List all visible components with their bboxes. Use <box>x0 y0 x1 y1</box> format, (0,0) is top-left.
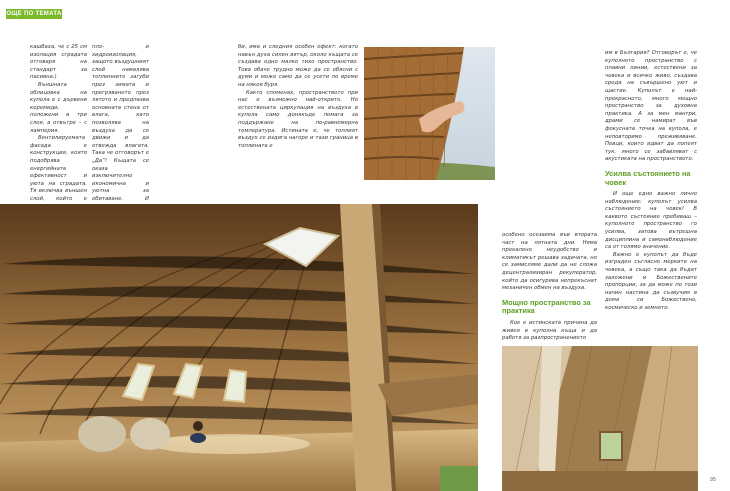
shingle-wall-image <box>364 47 495 180</box>
paragraph: Кое е истинската причина да живея в куполна къща и да работя за разпространението <box>502 319 597 342</box>
dome-window-image <box>502 346 698 491</box>
paragraph: пло- и хидроизолация, защото въздушният слой намалява топлинните загуби през зимата и прегряването през лятото и предпазва основната стена от влага, като позволява на въздуха да се движи и да отвежда влагата. Така че отговорът е „Да“! Къщата се оказа изключително икономична и уютна за обитаване. И <box>92 44 149 202</box>
dome-interior-image <box>0 204 478 491</box>
text-column-5 <box>605 50 697 313</box>
text-column-3 <box>238 44 358 150</box>
paragraph: особено осезаема във втората част на лятната дни. Няма прекалено неудобство и климатикът решава задачата, но се замисляме дали да не сложа децентрализиран рекуператор, който да осигурява непрекъснат механичен обмен на въздуха. <box>502 232 597 292</box>
page-number: 95 <box>709 477 716 483</box>
dome-window-photo <box>502 346 698 491</box>
paragraph: Както споменах, пространството при нас е възможно най-открито. Но естествената циркулация на въздуха в купола само донякъде помага за поддържане на по-равномерна температура. Истината е, че топлият въздух се издига нагоре и тази граница в топлината е <box>238 89 358 149</box>
paragraph: И още едно важно лично наблюдение: куполът усилва състоянието на човек! В каквото състояние пребиваш – куполното пространство го усилва, затова вътрешна дисциплина и самонаблюдение са от голямо значение. <box>605 191 697 251</box>
paragraph: Външната облицовка на купола е с дървени керемиди, положени в три слоя, а отвътре – с ламперия. <box>30 81 87 134</box>
shingle-wall-photo <box>364 47 495 180</box>
section-heading: Мощно пространство за практика <box>502 297 591 316</box>
section-tag: ОЩЕ ПО ТЕМАТА <box>6 11 62 17</box>
dome-interior-photo <box>0 204 478 491</box>
paragraph: би, има и следния особен ефект: когато навън духа силен вятър, около къщата се създава едно малко тихо пространство. Това обаче трудно може да се обясни с думи и може само да се усети по време на някоя буря. <box>238 44 358 88</box>
paragraph: Вентилируемата фасада е конструкция, която подобрява енергийната ефективност и уюта на сградата. Тя включва външен слой, който е <box>30 135 87 202</box>
section-heading: Усилва състоянието на човек <box>605 168 691 187</box>
paragraph: Важно е куполът да бъде изграден съгласно мерките на човека, а също така да бъдат заложени и Божествените пропорции, за да може по този начин настина да съзвучим в дома си Божествено, космическо и земното. <box>605 251 697 311</box>
paragraph: кашбаха, че с 25 см изолация сградата отговаря на стандарт за пасивна.) <box>30 44 87 81</box>
text-column-4 <box>502 232 597 343</box>
paragraph: им в България? Отговорът е, че куполното пространство с плавни линии, естествени за човека и всичко живо, създава среда на съвършено уют и щастие. Куполът е най-прекрасното, много мощно пространство за духовна практика. А за мен мантри, драми се намират във фокусната точка на купола, е неповторимо преживяване. Певци, които идват да попеят тук, много се забавляват с акустиката на пространството. <box>605 50 697 163</box>
